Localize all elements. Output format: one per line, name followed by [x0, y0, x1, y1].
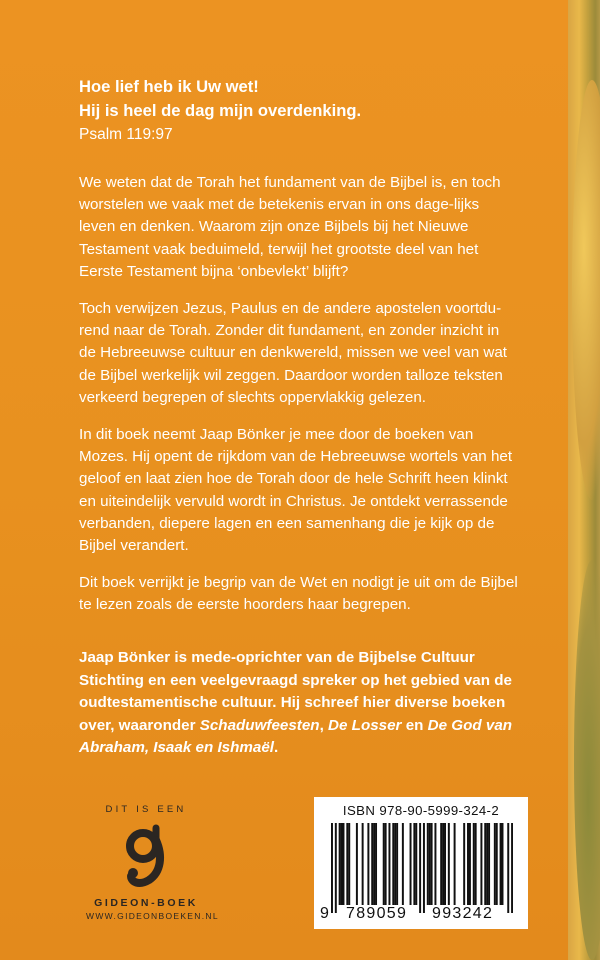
- author-bio: [79, 647, 519, 760]
- barcode-digit-first: 9: [320, 905, 331, 922]
- barcode-bar: [356, 823, 358, 905]
- quote-line-2: Hij is heel de dag mijn overdenking.: [79, 101, 362, 120]
- barcode-bar: [488, 823, 490, 905]
- publisher-logo: [86, 804, 219, 922]
- barcode-bar: [383, 823, 385, 905]
- barcode-digit-group-1: 789059: [346, 905, 408, 922]
- bio-book-1: Schaduwfeesten: [199, 716, 320, 734]
- quote-line-1: Hoe lief heb ik Uw wet!: [79, 77, 259, 96]
- barcode-bar: [494, 823, 496, 905]
- g-monogram-icon: [123, 822, 169, 894]
- barcode-bar: [427, 823, 429, 905]
- quote-reference: Psalm 119:97: [79, 126, 173, 143]
- barcode-bar: [396, 823, 398, 905]
- barcode-bar: [362, 823, 364, 905]
- barcode-bar: [440, 823, 442, 905]
- barcode-bar: [434, 823, 436, 905]
- barcode-bar: [454, 823, 456, 905]
- art-swirl-lower: [574, 560, 600, 960]
- blurb-paragraph-2: Toch verwijzen Jezus, Paulus en de andere apostelen voortdu-rend naar de Torah. Zonder dit fundament, en zonder inzicht in de Hebreeuwse cultuur en denkwereld, missen we veel van wat de Bijbel werkelijk wil zeggen. Daardoor worden talloze teksten verkeerd begrepen of slechts oppervlakkig gelezen.: [79, 300, 508, 406]
- blurb: [79, 172, 519, 632]
- barcode-bar: [475, 823, 477, 905]
- blurb-paragraph-4: Dit boek verrijkt je begrip van de Wet en nodigt je uit om de Bijbel te lezen zoals de eerste hoorders haar begrepen.: [79, 574, 518, 614]
- barcode-bar: [429, 823, 431, 905]
- barcode-bar: [480, 823, 482, 905]
- isbn-barcode: [314, 797, 528, 929]
- barcode-bar: [484, 823, 486, 905]
- barcode-bar: [502, 823, 504, 905]
- blurb-paragraph-1: We weten dat de Torah het fundament van de Bijbel is, en toch worstelen we vaak met de betekenis ervan in ons dage-lijks leven en denken. Waarom zijn onze Bijbels bij het Nieuwe Testament vaak beduimeld, terwijl het grootste deel van het Eerste Testament bijna ‘onbevlekt’ blijft?: [79, 174, 501, 280]
- barcode-bar: [410, 823, 412, 905]
- barcode-bar: [331, 823, 333, 913]
- barcode-bar: [467, 823, 469, 905]
- bio-book-2: De Losser: [328, 716, 402, 734]
- barcode-bar: [341, 823, 343, 905]
- barcode-bar: [388, 823, 390, 905]
- barcode-bars: [331, 823, 513, 913]
- barcode-bar: [335, 823, 337, 913]
- barcode-bar: [394, 823, 396, 905]
- publisher-name: GIDEON-BOEK: [94, 897, 198, 909]
- barcode-bar: [463, 823, 465, 905]
- barcode-bar: [423, 823, 425, 913]
- barcode-bar: [346, 823, 348, 905]
- barcode-bar: [392, 823, 394, 905]
- barcode-bar: [339, 823, 341, 905]
- barcode-bar: [348, 823, 350, 905]
- scripture-quote: [79, 75, 519, 147]
- isbn-label: ISBN 978-90-5999-324-2: [342, 803, 500, 818]
- barcode-bar: [419, 823, 421, 913]
- bio-book-3: De God van Abraham, Isaak en Ishmaël: [79, 716, 513, 756]
- barcode-bar: [367, 823, 369, 905]
- barcode-bar: [448, 823, 450, 905]
- barcode-bar: [385, 823, 387, 905]
- barcode-bar: [444, 823, 446, 905]
- barcode-bar: [469, 823, 471, 905]
- barcode-bar: [442, 823, 444, 905]
- cover-art-edge: [568, 0, 600, 960]
- barcode-bar: [507, 823, 509, 913]
- barcode-bar: [500, 823, 502, 905]
- barcode-digit-group-2: 993242: [432, 905, 494, 922]
- barcode-bar: [375, 823, 377, 905]
- barcode-bar: [413, 823, 415, 905]
- art-swirl-upper: [572, 80, 600, 500]
- barcode-bar: [373, 823, 375, 905]
- bio-sep-2: en: [401, 716, 428, 734]
- barcode-bar: [342, 823, 344, 905]
- bio-sep-1: ,: [319, 716, 329, 734]
- barcode-bar: [496, 823, 498, 905]
- barcode-bar: [486, 823, 488, 905]
- publisher-tagline: DIT IS EEN: [105, 804, 187, 815]
- blurb-paragraph-3: In dit boek neemt Jaap Bönker je mee door de boeken van Mozes. Hij opent de rijkdom van de Hebreeuwse wortels van het geloof en laat zien hoe de Torah door de hele Schrift heen klinkt en uiteindelijk vervuld wordt in Christus. Je ontdekt verrassende verbanden, diepere lagen en een samenhang die je kijk op de Bijbel verandert.: [79, 426, 513, 555]
- barcode-bar: [473, 823, 475, 905]
- barcode-bar: [511, 823, 513, 913]
- barcode-bar: [371, 823, 373, 905]
- barcode-bar: [415, 823, 417, 905]
- publisher-url: WWW.GIDEONBOEKEN.NL: [86, 911, 219, 921]
- bio-end: .: [274, 739, 279, 756]
- barcode-bar: [402, 823, 404, 905]
- bio-intro: Jaap Bönker is mede-oprichter van de Bijbelse Cultuur Stichting en een veelgevraagd spreker op het gebied van de oudtestamentische cultuur. Hij schreef hier diverse boeken over, waaronder: [79, 649, 512, 734]
- barcode-bar: [431, 823, 433, 905]
